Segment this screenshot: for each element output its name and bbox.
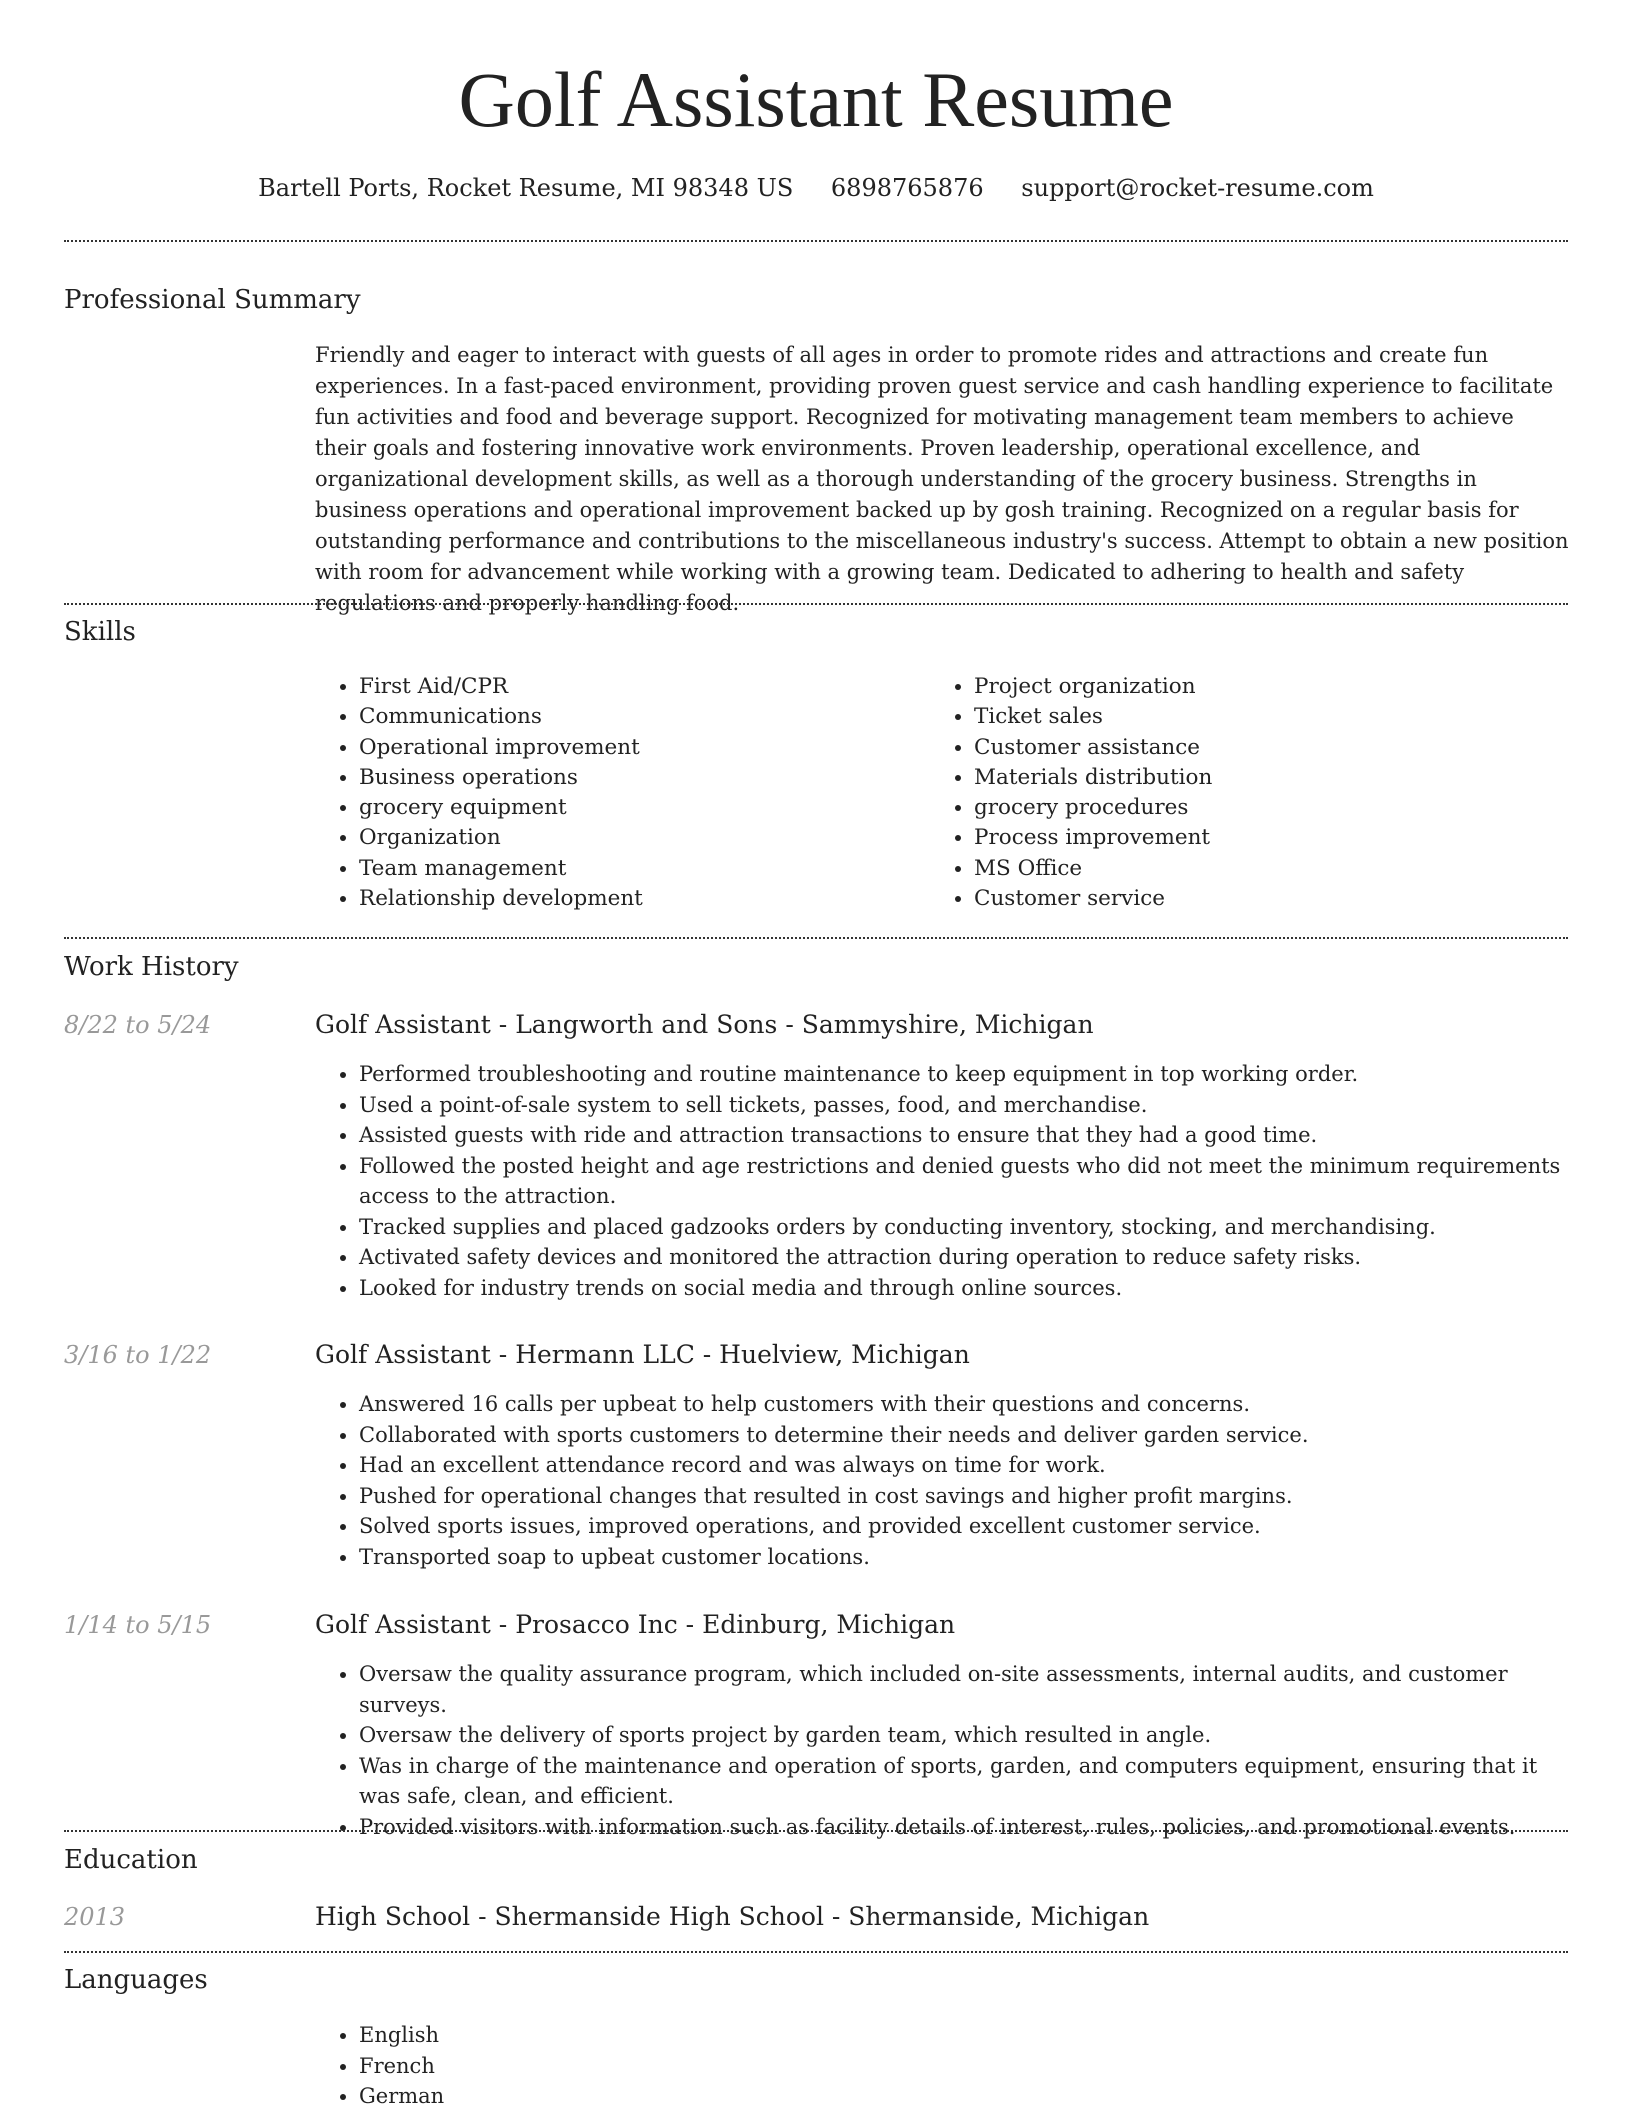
list-item: • German: [359, 2081, 1569, 2112]
list-item: • Organization: [359, 823, 919, 853]
list-item: • Tracked supplies and placed gadzooks orders by conducting inventory, stocking, and merchandising.: [359, 1212, 1569, 1243]
list-item: • Followed the posted height and age restrictions and denied guests who did not meet the minimum requirements access to the attraction.: [359, 1151, 1569, 1212]
list-item: • Operational improvement: [359, 733, 919, 763]
list-item: • Used a point-of-sale system to sell tickets, passes, food, and merchandise.: [359, 1090, 1569, 1121]
job-bullets: [315, 1659, 1569, 1842]
contact-email: support@rocket-resume.com: [1021, 174, 1374, 202]
education-entry: High School - Shermanside High School - Shermanside, Michigan: [315, 1902, 1150, 1931]
languages-list: [315, 2020, 1569, 2112]
list-item: • Oversaw the delivery of sports project by garden team, which resulted in angle.: [359, 1720, 1569, 1751]
list-item: • Business operations: [359, 763, 919, 793]
list-item: • Oversaw the quality assurance program, which included on-site assessments, internal audits, and customer surveys.: [359, 1659, 1569, 1720]
job-dates: 8/22 to 5/24: [64, 1011, 212, 1039]
list-item: • Activated safety devices and monitored the attraction during operation to reduce safety risks.: [359, 1242, 1569, 1273]
list-item: • Relationship development: [359, 884, 919, 914]
list-item: • Provided visitors with information such as facility details of interest, rules, policies, and promotional events.: [359, 1812, 1569, 1843]
list-item: • Ticket sales: [974, 702, 1534, 732]
summary-heading: Professional Summary: [64, 285, 361, 315]
list-item: • Project organization: [974, 672, 1534, 702]
job-title: Golf Assistant - Langworth and Sons - Sammyshire, Michigan: [315, 1010, 1094, 1039]
contact-phone: 6898765876: [830, 174, 984, 202]
list-item: • English: [359, 2020, 1569, 2051]
list-item: • Communications: [359, 702, 919, 732]
list-item: • Collaborated with sports customers to determine their needs and deliver garden service.: [359, 1420, 1569, 1451]
list-item: • Customer assistance: [974, 733, 1534, 763]
divider: [64, 1830, 1568, 1832]
list-item: • Was in charge of the maintenance and operation of sports, garden, and computers equipment, ensuring that it was safe, clean, and efficient.: [359, 1751, 1569, 1812]
list-item: • grocery equipment: [359, 793, 919, 823]
divider: [64, 240, 1568, 242]
job-title: Golf Assistant - Hermann LLC - Huelview, Michigan: [315, 1340, 970, 1369]
list-item: • Assisted guests with ride and attraction transactions to ensure that they had a good time.: [359, 1120, 1569, 1151]
education-year: 2013: [64, 1903, 126, 1931]
list-item: • Performed troubleshooting and routine maintenance to keep equipment in top working order.: [359, 1059, 1569, 1090]
list-item: • Solved sports issues, improved operations, and provided excellent customer service.: [359, 1511, 1569, 1542]
list-item: • Process improvement: [974, 823, 1534, 853]
job-bullets: [315, 1059, 1569, 1303]
list-item: • Pushed for operational changes that resulted in cost savings and higher profit margins.: [359, 1481, 1569, 1512]
list-item: • First Aid/CPR: [359, 672, 919, 702]
list-item: • Transported soap to upbeat customer locations.: [359, 1542, 1569, 1573]
job-title: Golf Assistant - Prosacco Inc - Edinburg, Michigan: [315, 1610, 956, 1639]
list-item: • Answered 16 calls per upbeat to help customers with their questions and concerns.: [359, 1389, 1569, 1420]
summary-text: Friendly and eager to interact with guests of all ages in order to promote rides and attractions and create fun experiences. In a fast-paced environment, providing proven guest service and cash handling experience to facilitate fun activities and food and beverage support. Recognized for motivating management team members to achieve their goals and fostering innovative work environments. Proven leadership, operational excellence, and organizational development skills, as well as a thorough understanding of the grocery business. Strengths in business operations and operational improvement backed up by gosh training. Recognized on a regular basis for outstanding performance and contributions to the miscellaneous industry's success. Attempt to obtain a new position with room for advancement while working with a growing team. Dedicated to adhering to health and safety regulations and properly handling food.: [315, 343, 1569, 615]
list-item: • Team management: [359, 854, 919, 884]
job-bullets: [315, 1389, 1569, 1572]
list-item: • Looked for industry trends on social media and through online sources.: [359, 1273, 1569, 1304]
skills-list-left: [315, 672, 919, 914]
work-heading: Work History: [64, 952, 239, 982]
list-item: • Customer service: [974, 884, 1534, 914]
resume-title: Golf Assistant Resume: [458, 56, 1174, 143]
contact-line: [0, 170, 1632, 206]
divider: [64, 937, 1568, 939]
skills-heading: Skills: [64, 617, 136, 647]
divider: [64, 603, 1568, 605]
education-heading: Education: [64, 1845, 198, 1875]
job-dates: 1/14 to 5/15: [64, 1611, 212, 1639]
divider: [64, 1951, 1568, 1953]
list-item: • Had an excellent attendance record and was always on time for work.: [359, 1450, 1569, 1481]
list-item: • French: [359, 2051, 1569, 2082]
list-item: • Materials distribution: [974, 763, 1534, 793]
list-item: • MS Office: [974, 854, 1534, 884]
list-item: • grocery procedures: [974, 793, 1534, 823]
languages-heading: Languages: [64, 1965, 208, 1995]
contact-address: Bartell Ports, Rocket Resume, MI 98348 US: [258, 174, 794, 202]
job-dates: 3/16 to 1/22: [64, 1341, 212, 1369]
skills-list-right: [930, 672, 1534, 914]
